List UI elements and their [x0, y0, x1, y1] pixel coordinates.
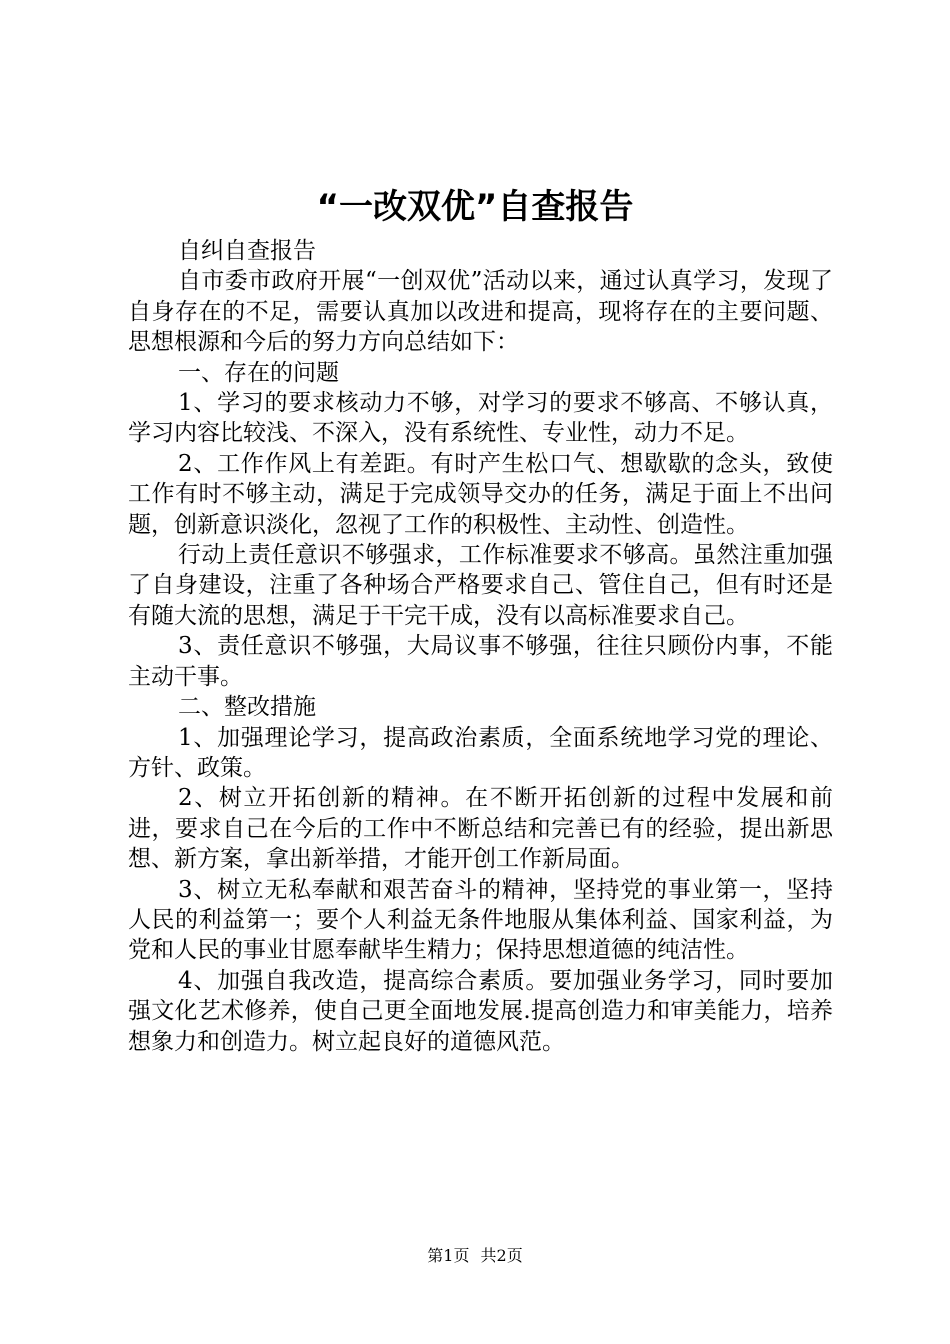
page-number: 第1页 [427, 1246, 470, 1265]
paragraph-problem-2-cont: 行动上责任意识不够强求，工作标准要求不够高。虽然注重加强了自身建设，注重了各种场合严格要求自己、管住自己，但有时还是有随大流的思想，满足于干完干成，没有以高标准要求自己。 [128, 542, 833, 629]
paragraph-measure-4: 4、加强自我改造，提高综合素质。要加强业务学习，同时要加强文化艺术修养，使自己更全面地发展.提高创造力和审美能力，培养想象力和创造力。树立起良好的道德风范。 [128, 967, 833, 1055]
section-heading-problems: 一、存在的问题 [178, 359, 339, 386]
document-body [128, 236, 833, 1057]
document-title: “一改双优”自查报告 [316, 187, 634, 227]
page-total: 共2页 [480, 1246, 523, 1265]
paragraph-measure-3: 3、树立无私奉献和艰苦奋斗的精神，坚持党的事业第一，坚持人民的利益第一；要个人利益无条件地服从集体利益、国家利益，为党和人民的事业甘愿奉献毕生精力；保持思想道德的纯洁性。 [128, 876, 833, 964]
paragraph-measure-2: 2、树立开拓创新的精神。在不断开拓创新的过程中发展和前进，要求自己在今后的工作中不断总结和完善已有的经验，提出新思想、新方案，拿出新举措，才能开创工作新局面。 [128, 785, 833, 873]
paragraph-measure-1: 1、加强理论学习，提高政治素质，全面系统地学习党的理论、方针、政策。 [128, 724, 833, 781]
paragraph-problem-2: 2、工作作风上有差距。有时产生松口气、想歇歇的念头，致使工作有时不够主动，满足于完成领导交办的任务，满足于面上不出问题，创新意识淡化，忽视了工作的积极性、主动性、创造性。 [128, 450, 833, 538]
paragraph-intro: 自市委市政府开展“一创双优”活动以来，通过认真学习，发现了自身存在的不足，需要认真加以改进和提高，现将存在的主要问题、思想根源和今后的努力方向总结如下： [128, 268, 833, 356]
paragraph-problem-3: 3、责任意识不够强，大局议事不够强，往往只顾份内事，不能主动干事。 [128, 633, 833, 690]
section-heading-measures: 二、整改措施 [178, 694, 316, 721]
page-footer [0, 1243, 950, 1266]
paragraph-problem-1: 1、学习的要求核动力不够，对学习的要求不够高、不够认真，学习内容比较浅、不深入，没有系统性、专业性，动力不足。 [128, 390, 833, 447]
paragraph-subtitle: 自纠自查报告 [178, 238, 316, 264]
